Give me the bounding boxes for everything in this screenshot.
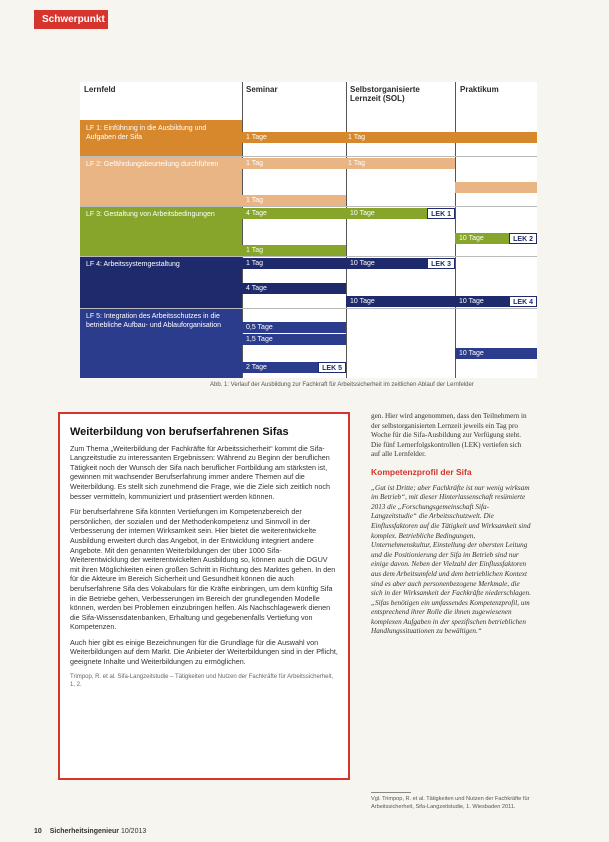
band-lf2-a: 1 Tag 1 Tag <box>242 158 455 169</box>
box-title: Weiterbildung von berufserfahrenen Sifas <box>70 426 289 438</box>
band-lf3-c: 1 Tag <box>242 245 346 256</box>
band-lf3-b: 10 Tage LEK 2 <box>455 233 537 244</box>
table-header <box>80 82 537 120</box>
page-number: 10 <box>34 828 42 835</box>
learning-field-table <box>80 82 537 378</box>
lf-3: LF 3: Gestaltung von Arbeitsbedingungen <box>80 206 242 256</box>
box-paragraph-2: Für berufserfahrene Sifa könnten Vertiefungen im Kompetenzbereich der persönlichen, der sozialen und der Methodenkompetenz und Sinnvoll in der Verbesserung der internen Wirksamkeit sein. Hier bietet die weiterentwickelte Ausbildung erweitert durch das Angebot, in der Entwicklung integriert andere Angebote. Mit den genannten Weiterbildungen der über 1000 Sifa-Weiterentwicklung der weiterentwickelten Ausbildung so, können auch die DGUV mit ihren Möglichkeiten einen großen Schritt in Richtung des Marktes gehen. In den für die Akteure im Bereich Sicherheit und Gesundheit können die auch berufserfahrene Sifa des Vokabulars für die Kräfte einbringen, um dem künftig Sifa in die Betriebe gehen, Verbesserungen im Bereich der grundlegenden Modelle können, werden bei Problemen einzubringen helfen. Als Nachschlagewerk dienen die Sifa-Wissensdatenbanken, Erhaltung und gegebenenfalls Vertiefung von Kompetenzen. <box>70 507 336 632</box>
issue: 10/2013 <box>120 828 147 835</box>
band-lf5-a: 0,5 Tage <box>242 322 346 333</box>
lf-1: LF 1: Einführung in die Ausbildung und Aufgaben der Sifa <box>80 120 242 156</box>
magazine-name: Sicherheitsingenieur <box>49 828 119 835</box>
band-lf5-c: 10 Tage <box>455 348 537 359</box>
band-lf2-b <box>455 182 537 193</box>
band-lf1-a: 1 Tage 1 Tag <box>242 132 537 143</box>
lek-4: LEK 4 <box>509 296 537 307</box>
box-paragraph-3: Auch hier gibt es einige Bezeichnungen für die Grundlage für die Auswahl von Weiterbildungen auf dem Markt. Die Anbieter der Weiterbildungen sind in der Pflicht, geeignete Inhalte und Weiterbildungen zu ermöglichen. <box>70 637 338 667</box>
box-paragraph-1: Zum Thema „Weiterbildung der Fachkräfte für Arbeitssicherheit“ kommt die Sifa-Langzeitstudie zu interessanten Ergebnissen: Während zu Beginn der beruflichen Tätigkeit noch der Wunsch der Sifa nach beruflicher Fortbildung am stärksten ist, gewinnen mit wachsender Berufserfahrung immer andere Themen auf die Weiterbildung. Es stellt sich zunehmend die Frage, wie die Ziele sich zeitlich noch besser vermitteln, kommuniziert und präsentiert werden können. <box>70 443 330 501</box>
band-lf4-b: 4 Tage <box>242 283 346 294</box>
band-lf5-d: 2 Tage LEK 5 <box>242 362 346 373</box>
lek-5: LEK 5 <box>318 362 346 373</box>
header-lernfeld: Lernfeld <box>84 85 116 94</box>
lf-4: LF 4: Arbeitssystemgestaltung <box>80 256 242 308</box>
lf-2: LF 2: Gefährdungsbeurteilung durchführen <box>80 156 242 206</box>
info-box <box>58 412 350 780</box>
band-lf3-a: 4 Tage 10 Tage LEK 1 <box>242 208 455 219</box>
lek-3: LEK 3 <box>427 258 455 269</box>
lek-2: LEK 2 <box>509 233 537 244</box>
right-paragraph-2: „Gut ist Dritte; aber Fachkräfte ist nur wenig wirksam im Betrieb“, mit dieser Hinterlassenschaft resümierte 2013 die „Forschungsgemeinschaft Sifa-Langzeitstudie“ die Arbeitsschutzwelt. Die Einflussfaktoren auf die Tätigkeit und Wirksamkeit sind komplex. Betriebliche Bedingungen, Unternehmenskultur, Einstellung der obersten Leitung und die Positionierung der Sifa im Betrieb sind nur einige davon. Neben der Vielzahl der Einflussfaktoren aus dem Arbeitsumfeld und dem betrieblichen Kontext sind es aber auch personenbezogene Merkmale, die sich in der Wirksamkeit der Fachkräfte niederschlagen. „Sifas benötigen ein umfassendes Kompetenzprofil, um entsprechend ihrer Rolle die ihnen zugewiesenen komplexen Aufgaben in der spezifischen betrieblichen Handlungssituationen zu bewältigen.“ <box>371 483 531 636</box>
page-footer <box>34 828 146 835</box>
header-sol: Selbstorganisierte Lernzeit (SOL) <box>350 85 420 103</box>
box-note: Trimpop, R. et al. Sifa-Langzeitstudie – Tätigkeiten und Nutzen der Fachkräfte für Arbeitssicherheit, 1, 2. <box>70 673 334 688</box>
right-footnote: Vgl. Trimpop, R. et al. Tätigkeiten und Nutzen der Fachkräfte für Arbeitssicherheit, Sifa-Langzeitstudie, 1. Wiesbaden 2011. <box>371 796 530 810</box>
band-lf4-a: 1 Tag 10 Tage LEK 3 <box>242 258 455 269</box>
band-lf5-b: 1,5 Tage <box>242 334 346 345</box>
lf-5: LF 5: Integration des Arbeitsschutzes in die betriebliche Aufbau- und Ablauforganisation <box>80 308 242 378</box>
right-heading: Kompetenzprofil der Sifa <box>371 466 472 477</box>
band-lf4-c: 10 Tage 10 Tage LEK 4 <box>346 296 537 307</box>
lek-1: LEK 1 <box>427 208 455 219</box>
band-lf2-c: 1 Tag <box>242 195 346 206</box>
table-caption: Abb. 1: Verlauf der Ausbildung zur Fachkraft für Arbeitssicherheit im zeitlichen Ablauf der Lernfelder <box>210 382 474 388</box>
right-paragraph-1: gen. Hier wird angenommen, dass den Teilnehmern in der selbstorganisierten Lernzeit jeweils ein Tag pro Woche für die Sifa-Ausbildung zur Verfügung steht. Die fünf Lernerfolgskontrollen (LEK) vertiefen sich auf alle Lernfelder. <box>371 412 527 459</box>
header-seminar: Seminar <box>246 85 278 94</box>
section-tag: Schwerpunkt <box>34 10 108 29</box>
header-praktikum: Praktikum <box>460 85 499 94</box>
right-column <box>371 412 531 643</box>
